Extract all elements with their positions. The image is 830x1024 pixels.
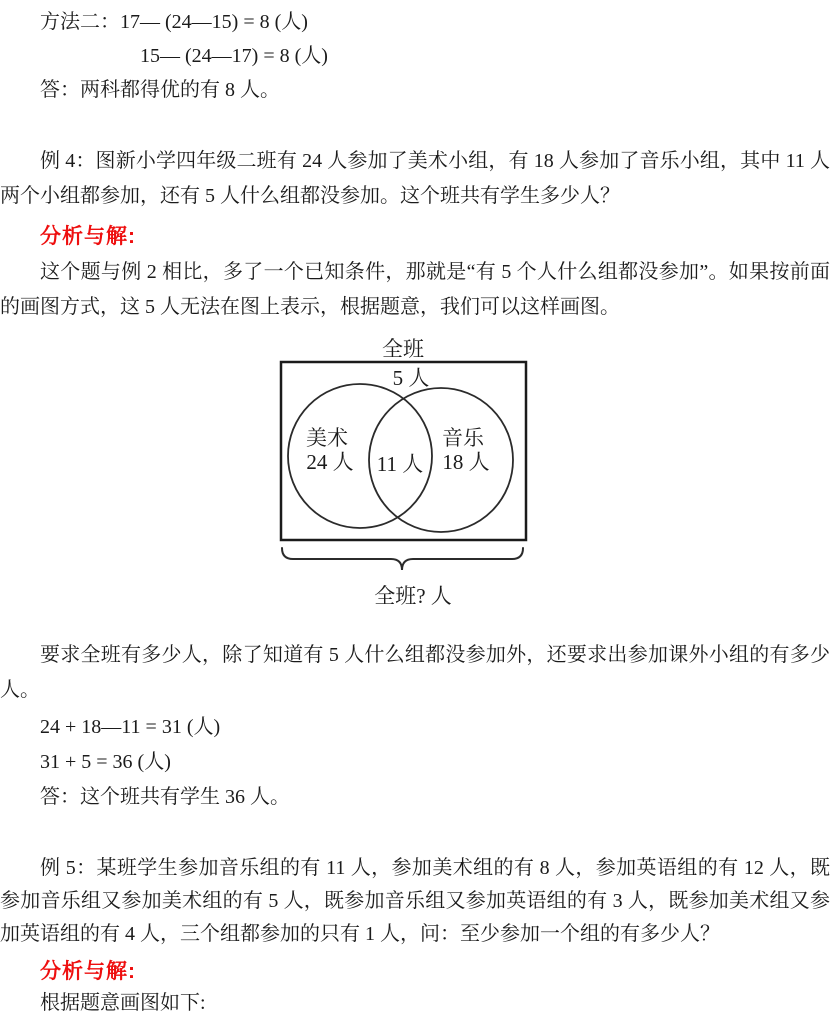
music-circle-count: 18 人 (442, 450, 490, 474)
example4-followup: 要求全班有多少人，除了知道有 5 人什么组都没参加外，还要求出参加课外小组的有多少人。 (0, 644, 830, 701)
venn-diagram-canvas (273, 337, 533, 607)
music-circle-label: 音乐 (442, 426, 484, 450)
brace-total-label: 全班? 人 (374, 584, 452, 607)
method2-line1: 方法二：17— (24—15) = 8 (人) (40, 11, 308, 33)
underbrace (282, 548, 523, 570)
art-circle-label: 美术 (306, 426, 348, 450)
method2-line2: 15— (24—17) = 8 (人) (140, 45, 328, 67)
example5-problem: 例 5：某班学生参加音乐组的有 11 人，参加美术组的有 8 人，参加英语组的有 12 人，既参加音乐组又参加美术组的有 5 人，既参加音乐组又参加英语组的有 3 人，既参加美术组又参加英语组的有 4 人，三个组都参加的只有 1 人，问：至少参加一个组的有多少人？ (0, 857, 830, 945)
example4-formula-2: 31 + 5 = 36 (人) (40, 751, 171, 773)
example4-problem: 例 4：图新小学四年级二班有 24 人参加了美术小组，有 18 人参加了音乐小组，其中 11 人两个小组都参加，还有 5 人什么组都没参加。这个班共有学生多少人？ (0, 150, 830, 207)
intersection-count: 11 人 (376, 452, 424, 476)
example4-answer: 答：这个班共有学生 36 人。 (40, 786, 290, 808)
method2-answer: 答：两科都得优的有 8 人。 (40, 79, 280, 101)
venn-diagram (273, 337, 533, 607)
example4-analysis-heading: 分析与解: (40, 225, 136, 248)
example4-analysis-text: 这个题与例 2 相比，多了一个已知条件，那就是“有 5 个人什么组都没参加”。如果按前面的画图方式，这 5 人无法在图上表示，根据题意，我们可以这样画图。 (0, 261, 830, 318)
outside-count-label: 5 人 (392, 366, 430, 390)
example5-analysis-intro: 根据题意画图如下: (40, 992, 206, 1014)
example5-analysis-heading: 分析与解: (40, 960, 136, 983)
example4-formula-1: 24 + 18—11 = 31 (人) (40, 716, 221, 738)
art-circle-count: 24 人 (306, 450, 354, 474)
diagram-title: 全班 (382, 337, 424, 361)
